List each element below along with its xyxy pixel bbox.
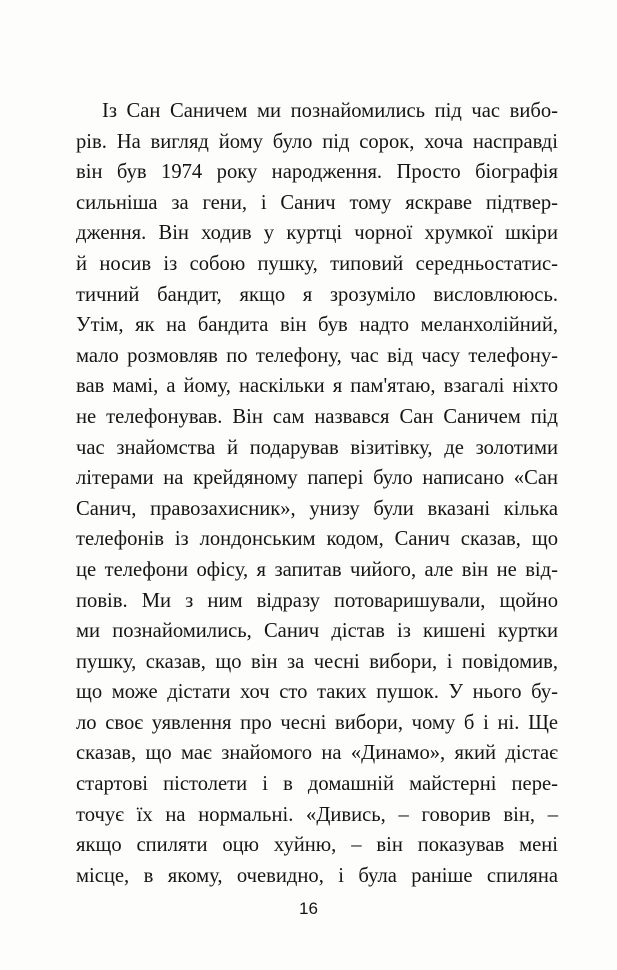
text-line: пушку, сказав, що він за чесні вибори, і повідомив, — [76, 650, 558, 673]
text-line: час знайомства й подарував візитівку, де золотими — [76, 436, 558, 459]
text-line: рів. На вигляд йому було під сорок, хоча насправді — [76, 130, 558, 153]
text-line: літерами на крейдяному папері було написано «Сан — [76, 467, 558, 490]
text-line: Із Сан Саничем ми познайомились під час вибо- — [102, 100, 558, 122]
text-line: що може дістати хоч сто таких пушок. У нього бу- — [76, 681, 558, 704]
text-line: дження. Він ходив у куртці чорної хрумкої шкіри — [76, 222, 558, 245]
text-line: вав мамі, а йому, наскільки я пам'ятаю, взагалі ніхто — [76, 375, 558, 398]
text-line: ми познайомились, Санич дістав із кишені куртки — [76, 620, 558, 643]
text-line: сильніша за гени, і Санич тому яскраве підтвер- — [76, 191, 558, 214]
text-line: точує їх на нормальні. «Дивись, – говорив він, – — [76, 803, 558, 826]
text-line: тичний бандит, якщо я зрозуміло висловлююсь. — [76, 283, 558, 306]
text-line: телефонів із лондонським кодом, Санич сказав, що — [76, 528, 558, 551]
text-line: якщо спиляти оцю хуйню, – він показував мені — [76, 834, 558, 857]
text-line: й носив із собою пушку, типовий середньостатис- — [76, 252, 558, 275]
text-line: Утім, як на бандита він був надто меланхолійний, — [76, 314, 558, 337]
text-line: мало розмовляв по телефону, час від часу телефону- — [76, 344, 558, 367]
text-line: сказав, що має знайомого на «Динамо», який дістає — [76, 742, 558, 765]
text-line: повів. Ми з ним відразу потоваришували, щойно — [76, 589, 558, 612]
text-line: він був 1974 року народження. Просто біографія — [76, 161, 558, 184]
text-line: ло своє уявлення про чесні вибори, чому б і ні. Ще — [76, 711, 558, 734]
text-line: стартові пістолети і в домашній майстерні пере- — [76, 773, 558, 796]
text-line: Санич, правозахисник», унизу були вказані кілька — [76, 497, 558, 520]
text-line: це телефони офісу, я запитав чийого, але він не від- — [76, 558, 558, 581]
text-line: місце, в якому, очевидно, і була раніше спиляна — [76, 864, 558, 887]
body-text — [76, 96, 558, 891]
page-number: 16 — [299, 899, 318, 918]
text-line: не телефонував. Він сам назвався Сан Саничем під — [76, 405, 558, 428]
